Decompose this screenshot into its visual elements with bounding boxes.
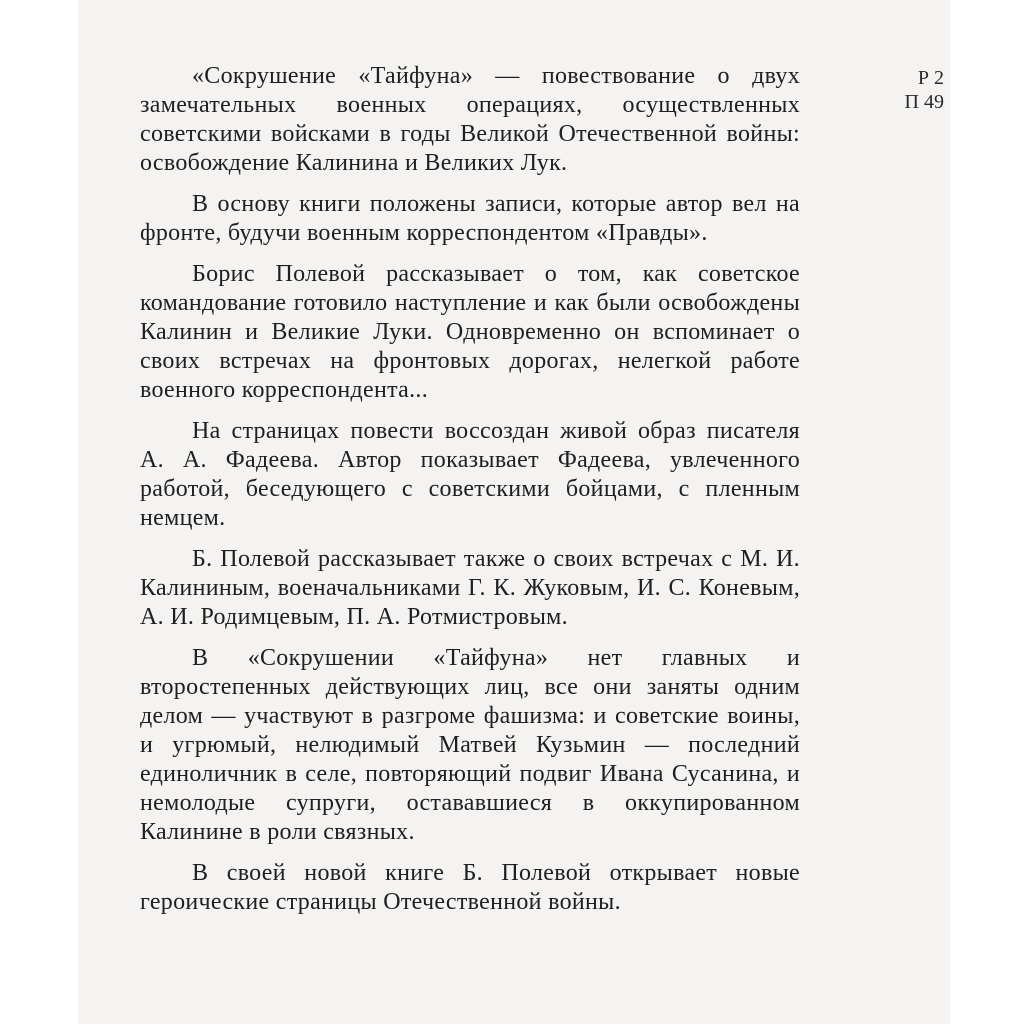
library-classification-code	[894, 66, 944, 114]
classification-line-1: Р 2	[917, 67, 944, 89]
paragraph: В основу книги положены записи, которые автор вел на фронте, будучи военным корреспондентом «Правды».	[140, 191, 800, 246]
paragraph: В своей новой книге Б. Полевой открывает новые героические страницы Отечественной войны.	[140, 860, 800, 915]
paragraph: Б. Полевой рассказывает также о своих встречах с М. И. Калининым, военачальниками Г. К. Жуковым, И. С. Коневым, А. И. Родимцевым, П. А. Ротмистровым.	[140, 546, 800, 630]
paragraph: Борис Полевой рассказывает о том, как советское командование готовило наступление и как были освобождены Калинин и Великие Луки. Одновременно он вспоминает о своих встречах на фронтовых дорогах, нелегкой работе военного корреспондента...	[140, 261, 800, 403]
paragraph: «Сокрушение «Тайфуна» — повествование о двух замечательных военных операциях, осуществленных советскими войсками в годы Великой Отечественной войны: освобождение Калинина и Великих Лук.	[140, 63, 800, 176]
paragraph: На страницах повести воссоздан живой образ писателя А. А. Фадеева. Автор показывает Фадеева, увлеченного работой, беседующего с советскими бойцами, с пленным немцем.	[140, 418, 800, 531]
classification-line-2: П 49	[904, 91, 944, 113]
annotation-text	[140, 62, 800, 929]
background-edge	[950, 0, 1024, 1024]
paragraph: В «Сокрушении «Тайфуна» нет главных и второстепенных действующих лиц, все они заняты одним делом — участвуют в разгроме фашизма: и советские воины, и угрюмый, нелюдимый Матвей Кузьмин — последний единоличник в селе, повторяющий подвиг Ивана Сусанина, и немолодые супруги, остававшиеся в оккупированном Калинине в роли связных.	[140, 645, 800, 845]
